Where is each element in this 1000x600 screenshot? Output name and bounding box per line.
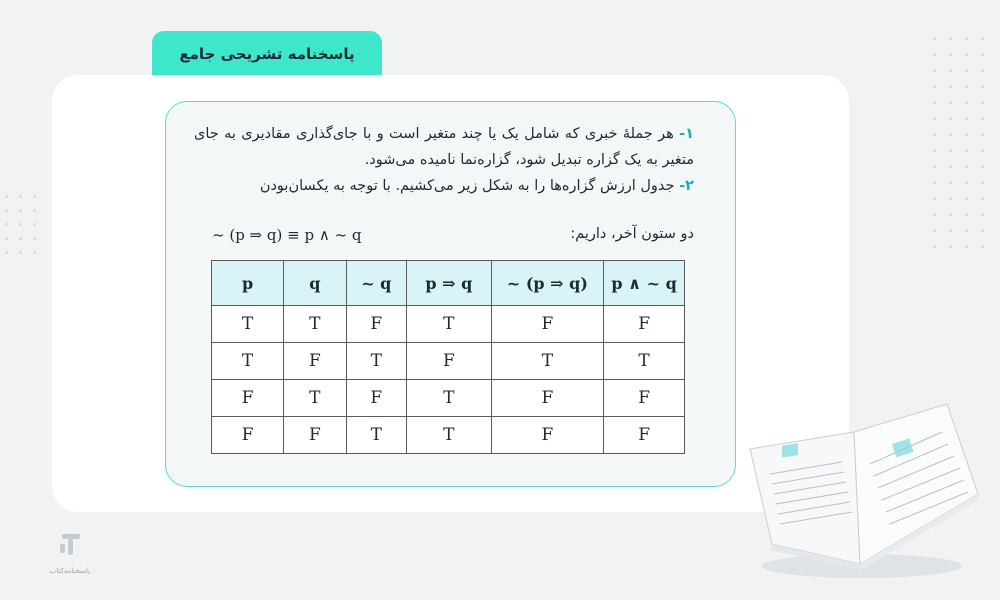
table-cell: F — [284, 417, 346, 454]
decorative-dot — [949, 69, 952, 72]
header-p-implies-q: p ⇒ q — [407, 261, 492, 306]
table-cell: F — [604, 306, 685, 343]
header-not-q: ~ q — [346, 261, 407, 306]
decorative-dot — [965, 165, 968, 168]
table-cell: F — [407, 343, 492, 380]
decorative-dot — [33, 223, 36, 226]
decorative-dot — [19, 223, 22, 226]
answer-item-2 — [194, 173, 694, 199]
brand-logo-icon — [52, 530, 88, 568]
item-1-text: هر جملهٔ خبری که شامل یک یا چند متغیر است و با جای‌گذاری مقادیری به جای متغیر به یک گزاره تبدیل شود، گزاره‌نما نامیده می‌شود. — [194, 126, 694, 168]
decorative-dot — [965, 117, 968, 120]
decorative-dot — [965, 149, 968, 152]
truth-table-header-row — [212, 261, 685, 306]
decorative-dot — [981, 197, 984, 200]
decorative-dot — [965, 181, 968, 184]
decorative-dot — [949, 101, 952, 104]
decorative-dot — [965, 197, 968, 200]
decorative-dot — [965, 229, 968, 232]
decorative-dots-left — [5, 195, 45, 265]
table-cell: F — [604, 380, 685, 417]
decorative-dot — [965, 133, 968, 136]
decorative-dot — [5, 209, 8, 212]
table-cell: F — [491, 380, 604, 417]
table-cell: F — [346, 380, 407, 417]
decorative-dot — [33, 195, 36, 198]
decorative-dot — [933, 117, 936, 120]
decorative-dot — [981, 213, 984, 216]
decorative-dot — [19, 237, 22, 240]
table-row — [212, 417, 685, 454]
table-cell: T — [346, 343, 407, 380]
decorative-dot — [949, 149, 952, 152]
decorative-dot — [933, 69, 936, 72]
answer-panel — [165, 101, 736, 487]
decorative-dot — [949, 181, 952, 184]
header-p: p — [212, 261, 284, 306]
decorative-dot — [19, 209, 22, 212]
decorative-dot — [5, 223, 8, 226]
item-2-text-continued: دو ستون آخر، داریم: — [570, 226, 694, 242]
decorative-dot — [19, 251, 22, 254]
decorative-dot — [965, 69, 968, 72]
table-cell: T — [212, 343, 284, 380]
header-not-p-implies-q: ~ (p ⇒ q) — [491, 261, 604, 306]
table-cell: F — [346, 306, 407, 343]
decorative-dot — [933, 197, 936, 200]
table-cell: F — [284, 343, 346, 380]
table-cell: F — [491, 306, 604, 343]
decorative-dot — [981, 117, 984, 120]
table-cell: T — [407, 306, 492, 343]
decorative-dot — [933, 101, 936, 104]
decorative-dot — [933, 181, 936, 184]
decorative-dot — [949, 165, 952, 168]
decorative-dot — [981, 85, 984, 88]
decorative-dot — [981, 165, 984, 168]
decorative-dot — [949, 37, 952, 40]
decorative-dot — [949, 197, 952, 200]
tab-title: پاسخنامه تشریحی جامع — [179, 45, 355, 63]
table-cell: T — [491, 343, 604, 380]
decorative-dot — [933, 229, 936, 232]
equivalence-formula: ~ (p ⇒ q) ≡ p ∧ ~ q — [212, 226, 362, 244]
decorative-dot — [933, 53, 936, 56]
decorative-dot — [949, 229, 952, 232]
decorative-dot — [5, 237, 8, 240]
logo-label: پاسخنامه‌کتاب — [49, 567, 90, 575]
decorative-dot — [19, 195, 22, 198]
decorative-dot — [965, 213, 968, 216]
decorative-dot — [933, 165, 936, 168]
decorative-dots-right — [933, 37, 993, 267]
header-tab — [152, 31, 382, 77]
decorative-dot — [33, 251, 36, 254]
item-2-text: جدول ارزش گزاره‌ها را به شکل زیر می‌کشیم. با توجه به یکسان‌بودن — [259, 178, 680, 194]
decorative-dot — [949, 53, 952, 56]
decorative-dot — [965, 245, 968, 248]
answer-text — [194, 121, 694, 199]
table-row — [212, 343, 685, 380]
decorative-dot — [949, 85, 952, 88]
decorative-dot — [933, 85, 936, 88]
truth-table — [211, 260, 685, 454]
decorative-dot — [949, 245, 952, 248]
table-cell: T — [284, 380, 346, 417]
table-cell: T — [212, 306, 284, 343]
decorative-dot — [981, 181, 984, 184]
decorative-dot — [33, 237, 36, 240]
decorative-dot — [965, 53, 968, 56]
decorative-dot — [933, 245, 936, 248]
decorative-dot — [5, 251, 8, 254]
decorative-dot — [933, 213, 936, 216]
decorative-dot — [981, 133, 984, 136]
decorative-dot — [981, 245, 984, 248]
decorative-dot — [965, 101, 968, 104]
table-row — [212, 380, 685, 417]
decorative-dot — [933, 149, 936, 152]
item-1-number: ۱- — [679, 126, 694, 142]
table-cell: F — [491, 417, 604, 454]
decorative-dot — [981, 37, 984, 40]
table-cell: T — [346, 417, 407, 454]
open-book-icon — [742, 394, 982, 588]
decorative-dot — [933, 37, 936, 40]
table-cell: T — [407, 380, 492, 417]
table-cell: T — [284, 306, 346, 343]
decorative-dot — [933, 133, 936, 136]
decorative-dot — [981, 53, 984, 56]
decorative-dot — [965, 37, 968, 40]
header-q: q — [284, 261, 346, 306]
table-cell: F — [212, 417, 284, 454]
decorative-dot — [33, 209, 36, 212]
decorative-dot — [981, 69, 984, 72]
decorative-dot — [949, 133, 952, 136]
decorative-dot — [5, 195, 8, 198]
item-2-number: ۲- — [679, 178, 694, 194]
answer-item-1 — [194, 121, 694, 173]
table-row — [212, 306, 685, 343]
decorative-dot — [981, 149, 984, 152]
table-cell: F — [212, 380, 284, 417]
table-cell: T — [604, 343, 685, 380]
table-cell: F — [604, 417, 685, 454]
header-p-and-not-q: p ∧ ~ q — [604, 261, 685, 306]
table-cell: T — [407, 417, 492, 454]
decorative-dot — [949, 117, 952, 120]
decorative-dot — [965, 85, 968, 88]
decorative-dot — [949, 213, 952, 216]
decorative-dot — [981, 229, 984, 232]
decorative-dot — [981, 101, 984, 104]
